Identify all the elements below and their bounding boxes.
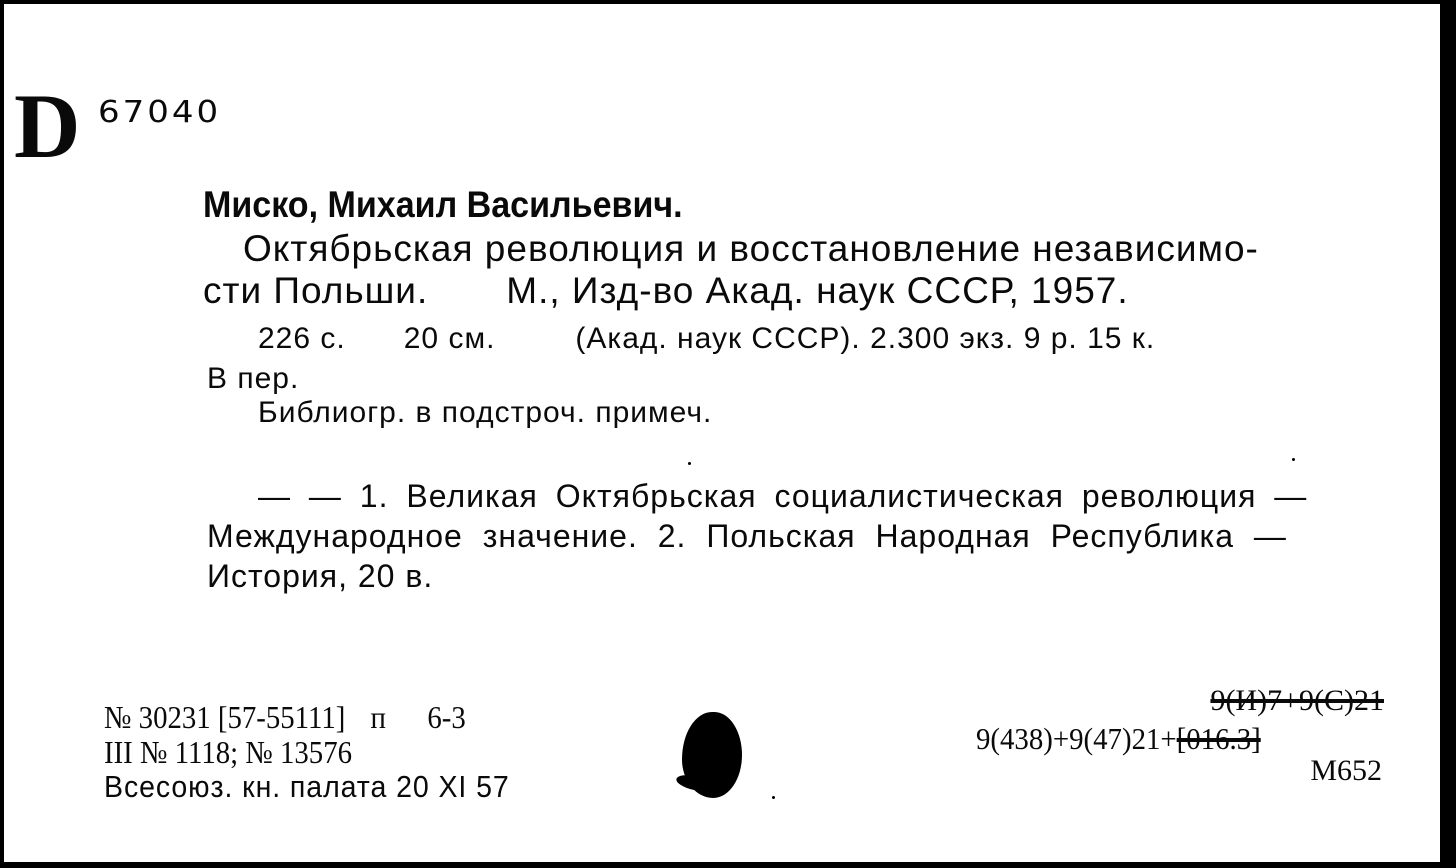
classification-index [976,721,1261,757]
scan-border-top [0,0,1456,4]
speck [688,462,691,465]
struck-bracket: [016.3] [1176,721,1261,756]
cutter-number: М652 [1310,754,1382,787]
accession-number: 67040 [98,94,222,130]
author-heading: Миско, Михаил Васильевич. [203,184,683,225]
bibliography-note: Библиогр. в подстроч. примеч. [258,396,713,429]
binding: В пер. [207,362,300,395]
series-price: (Акад. наук СССР). 2.300 экз. 9 р. 15 к. [575,322,1156,355]
card-number: № 30231 [57-55111] [104,699,346,735]
scan-border-bottom [0,862,1456,868]
title-end: сти Польши. [203,270,429,311]
speck [1292,458,1295,461]
registration-line-2: III № 1118; № 13576 [104,734,352,770]
registration-code: 6-3 [427,699,466,735]
scan-border-left [0,0,4,868]
pages: 226 с. [258,322,346,355]
tracing-line-3: История, 20 в. [207,558,434,594]
scan-border-right [1440,0,1456,868]
speck [772,796,775,799]
collection-letter: D [14,75,79,177]
imprint: М., Изд-во Акад. наук СССР, 1957. [506,270,1129,311]
registration-line-1 [104,699,466,736]
registration-letter: п [370,699,386,735]
title-line-2 [203,270,1129,312]
struck-classification: 9(И)7+9(С)21 [1210,684,1384,717]
collation-line [258,322,1155,356]
size: 20 см. [403,322,496,355]
classification-prefix: 9(438)+9(47)21+ [976,721,1177,756]
registration-line-3: Всесоюз. кн. палата 20 XI 57 [104,769,510,804]
title-line-1: Октябрьская революция и восстановление независимо- [243,228,1259,269]
tracing-line-1: — — 1. Великая Октябрьская социалистическая революция — [258,478,1308,514]
tracing-line-2: Международное значение. 2. Польская Народная Республика — [207,518,1287,554]
